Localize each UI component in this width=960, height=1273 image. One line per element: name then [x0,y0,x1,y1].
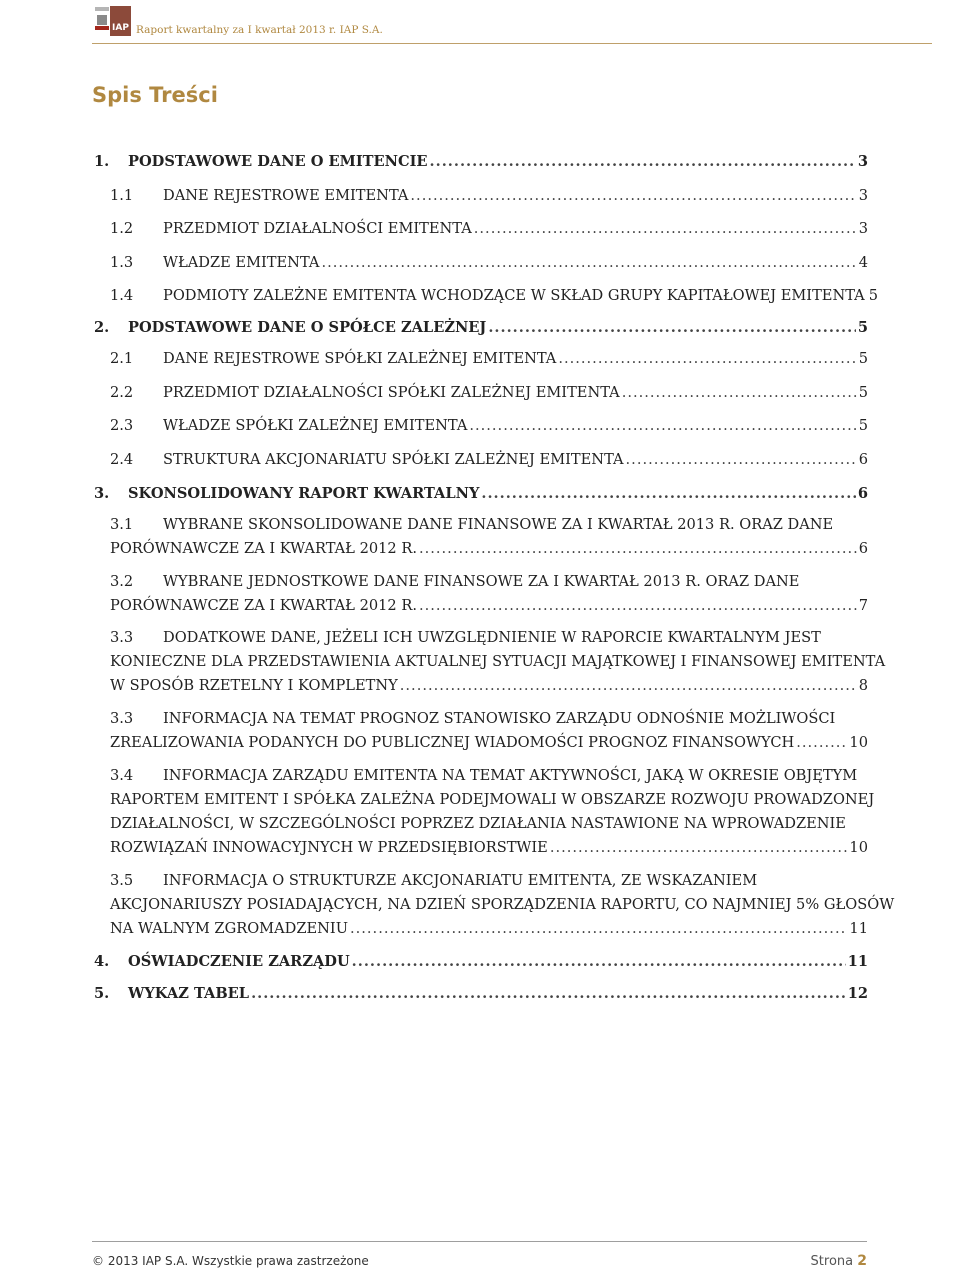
toc-page-number: 12 [847,985,868,1002]
toc-entry-number: 2.4 [110,451,134,468]
toc-entry-number: 1.4 [110,287,134,304]
toc-dot-leader [474,217,857,241]
toc-entry-title: PODSTAWOWE DANE O EMITENCIE [128,153,428,170]
logo-text: IAP [110,6,131,36]
toc-entry[interactable] [110,251,868,275]
toc-entry[interactable] [110,184,868,208]
toc-dot-leader [481,482,855,506]
toc-entry-number: 1.1 [110,187,134,204]
toc-entry-number: 5. [94,985,110,1002]
toc-entry[interactable] [110,626,886,698]
copyright-notice: © 2013 IAP S.A. Wszystkie prawa zastrzeżone [92,1254,369,1268]
toc-entry-title: WYKAZ TABEL [128,985,250,1002]
toc-entry-title: AKCJONARIUSZY POSIADAJĄCYCH, NA DZIEŃ SPORZĄDZENIA RAPORTU, CO NAJMNIEJ 5% GŁOSÓW [110,896,895,913]
toc-page-number: 3 [857,153,868,170]
toc-entry-title: DZIAŁALNOŚCI, W SZCZEGÓLNOŚCI POPRZEZ DZIAŁANIA NASTAWIONE NA WPROWADZENIE [110,815,846,832]
toc-dot-leader [419,594,857,618]
toc-entry-number: 2.3 [110,417,134,434]
toc-page-number: 5 [868,287,878,304]
toc-entry-title: INFORMACJA O STRUKTURZE AKCJONARIATU EMITENTA, ZE WSKAZANIEM [163,872,758,889]
toc-entry-number: 3.3 [110,629,134,646]
toc-page-number: 11 [847,953,868,970]
toc-page-number: 7 [858,597,868,614]
toc-entry-title: WYBRANE JEDNOSTKOWE DANE FINANSOWE ZA I KWARTAŁ 2013 R. ORAZ DANE [163,573,800,590]
toc-dot-leader [469,414,856,438]
toc-page-number: 4 [858,254,868,271]
toc-page-number: 6 [858,540,868,557]
toc-dot-leader [400,674,857,698]
toc-entry-title: W SPOSÓB RZETELNY I KOMPLETNY [110,677,398,694]
page-label: Strona [810,1254,854,1269]
toc-entry-title: WŁADZE SPÓŁKI ZALEŻNEJ EMITENTA [163,417,468,434]
toc-entry-title: DANE REJESTROWE EMITENTA [163,187,409,204]
toc-page-number: 6 [858,451,868,468]
toc-entry[interactable] [110,570,868,618]
toc-entry[interactable] [110,217,868,241]
toc-dot-leader [430,150,856,174]
toc-dot-leader [321,251,856,275]
toc-page-number: 10 [849,734,868,751]
toc-entry[interactable] [110,347,868,371]
toc-entry[interactable] [94,982,868,1006]
toc-entry-number: 3.1 [110,516,134,533]
toc-entry-number: 3.2 [110,573,134,590]
toc-entry[interactable] [110,764,875,860]
toc-entry-number: 1.2 [110,220,134,237]
toc-dot-leader [410,184,856,208]
toc-page-number: 8 [858,677,868,694]
report-title: Raport kwartalny za I kwartał 2013 r. IAP S.A. [136,24,383,36]
page-header [92,0,932,48]
toc-entry-number: 2.2 [110,384,134,401]
toc-entry-title: OŚWIADCZENIE ZARZĄDU [128,953,350,970]
toc-entry-title: KONIECZNE DLA PRZEDSTAWIENIA AKTUALNEJ SYTUACJI MAJĄTKOWEJ I FINANSOWEJ EMITENTA [110,653,886,670]
toc-entry[interactable] [94,950,868,974]
toc-entry[interactable] [110,707,868,755]
toc-page-number: 5 [858,417,868,434]
toc-entry-title: PODSTAWOWE DANE O SPÓŁCE ZALEŻNEJ [128,319,487,336]
toc-entry-title: PRZEDMIOT DZIAŁALNOŚCI EMITENTA [163,220,472,237]
footer-divider [92,1241,867,1242]
toc-page-number: 5 [858,384,868,401]
toc-entry-number: 2.1 [110,350,134,367]
toc-entry-title: WYBRANE SKONSOLIDOWANE DANE FINANSOWE ZA I KWARTAŁ 2013 R. ORAZ DANE [163,516,834,533]
toc-entry[interactable] [110,381,868,405]
toc-entry-number: 1.3 [110,254,134,271]
toc-page-number: 3 [858,187,868,204]
toc-page-number: 10 [849,839,868,856]
toc-entry[interactable] [110,513,868,561]
header-divider [92,43,932,44]
toc-entry-title: PRZEDMIOT DZIAŁALNOŚCI SPÓŁKI ZALEŻNEJ EMITENTA [163,384,620,401]
toc-dot-leader [622,381,857,405]
toc-entry-number: 3.5 [110,872,134,889]
toc-entry-number: 2. [94,319,110,336]
toc-dot-leader [626,448,857,472]
toc-page-number: 11 [849,920,868,937]
toc-entry-title: ROZWIĄZAŃ INNOWACYJNYCH W PRZEDSIĘBIORSTWIE [110,839,548,856]
toc-dot-leader [558,347,856,371]
toc-page-number: 6 [857,485,868,502]
toc-entry-number: 3.3 [110,710,134,727]
toc-entry-title: DANE REJESTROWE SPÓŁKI ZALEŻNEJ EMITENTA [163,350,557,367]
toc-dot-leader [251,982,846,1006]
toc-page-number: 5 [857,319,868,336]
toc-page-number: 3 [858,220,868,237]
page-number: 2 [857,1253,867,1269]
toc-entry-number: 3.4 [110,767,134,784]
toc-entry-title: NA WALNYM ZGROMADZENIU [110,920,348,937]
toc-entry-number: 4. [94,953,110,970]
toc-entry-title: PODMIOTY ZALEŻNE EMITENTA WCHODZĄCE W SKŁAD GRUPY KAPITAŁOWEJ EMITENTA [163,287,865,304]
toc-dot-leader [352,950,846,974]
toc-dot-leader [796,731,847,755]
toc-dot-leader [419,537,857,561]
toc-page-number: 5 [858,350,868,367]
toc-entry-title: RAPORTEM EMITENT I SPÓŁKA ZALEŻNA PODEJMOWALI W OBSZARZE ROZWOJU PROWADZONEJ [110,791,875,808]
toc-dot-leader [488,316,856,340]
toc-entry[interactable] [94,150,868,174]
toc-dot-leader [550,836,848,860]
toc-entry-number: 1. [94,153,110,170]
toc-entry[interactable] [110,414,868,438]
iap-logo [95,4,133,38]
toc-entry-title: DODATKOWE DANE, JEŻELI ICH UWZGLĘDNIENIE W RAPORCIE KWARTALNYM JEST [163,629,821,646]
toc-entry[interactable] [110,284,878,308]
toc-entry[interactable] [94,482,868,506]
toc-title: Spis Treści [92,83,218,107]
toc-entry-title: SKONSOLIDOWANY RAPORT KWARTALNY [128,485,480,502]
toc-entry[interactable] [94,316,868,340]
toc-entry[interactable] [110,448,868,472]
toc-entry-title: PORÓWNAWCZE ZA I KWARTAŁ 2012 R. [110,597,417,614]
toc-entry-title: INFORMACJA NA TEMAT PROGNOZ STANOWISKO ZARZĄDU ODNOŚNIE MOŻLIWOŚCI [163,710,836,727]
toc-entry-title: ZREALIZOWANIA PODANYCH DO PUBLICZNEJ WIADOMOŚCI PROGNOZ FINANSOWYCH [110,734,795,751]
toc-entry-number: 3. [94,485,110,502]
toc-entry-title: INFORMACJA ZARZĄDU EMITENTA NA TEMAT AKTYWNOŚCI, JAKĄ W OKRESIE OBJĘTYM [163,767,858,784]
toc-entry-title: PORÓWNAWCZE ZA I KWARTAŁ 2012 R. [110,540,417,557]
toc-entry[interactable] [110,869,895,941]
toc-entry-title: WŁADZE EMITENTA [163,254,320,271]
page-indicator [811,1253,867,1269]
toc-dot-leader [350,917,847,941]
toc-entry-title: STRUKTURA AKCJONARIATU SPÓŁKI ZALEŻNEJ EMITENTA [163,451,624,468]
